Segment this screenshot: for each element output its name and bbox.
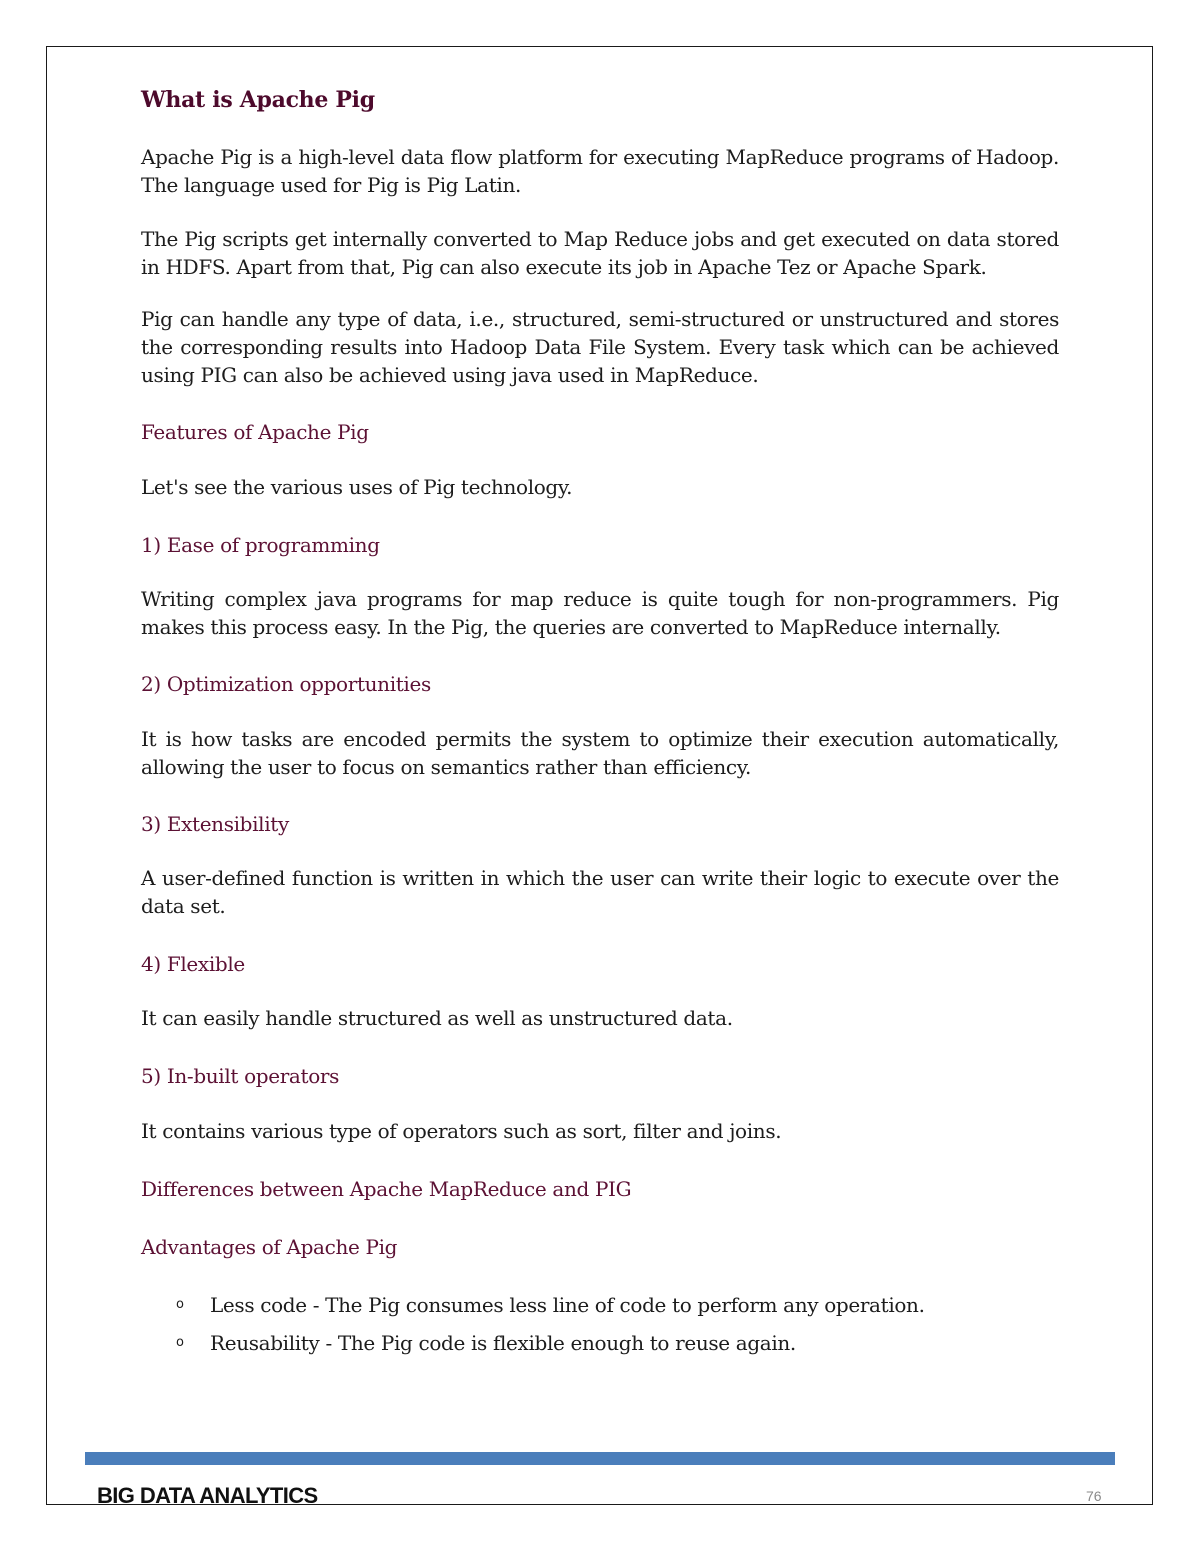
- feature-heading-flexible: 4) Flexible: [141, 952, 245, 976]
- bullet-icon: o: [176, 1297, 184, 1312]
- footer-accent-bar: [85, 1452, 1115, 1465]
- intro-paragraph-1: Apache Pig is a high-level data flow platform for executing MapReduce programs of Hadoop. The language used for Pig is Pig Latin.: [141, 145, 1059, 197]
- feature-text-optimization: It is how tasks are encoded permits the system to optimize their execution automatically, allowing the user to focus on semantics rather than efficiency.: [141, 727, 1059, 779]
- footer-title: BIG DATA ANALYTICS: [97, 1483, 318, 1508]
- feature-heading-extensibility: 3) Extensibility: [141, 812, 289, 836]
- feature-text-operators: It contains various type of operators such as sort, filter and joins.: [141, 1119, 782, 1143]
- feature-text-extensibility: A user-defined function is written in which the user can write their logic to execute over the data set.: [141, 866, 1059, 918]
- bullet-icon: o: [176, 1335, 184, 1350]
- feature-text-ease: Writing complex java programs for map reduce is quite tough for non-programmers. Pig makes this process easy. In the Pig, the queries are converted to MapReduce internally.: [141, 587, 1059, 639]
- document-title: What is Apache Pig: [141, 87, 375, 113]
- features-intro: Let's see the various uses of Pig technology.: [141, 475, 573, 499]
- features-heading: Features of Apache Pig: [141, 420, 369, 444]
- intro-paragraph-2: The Pig scripts get internally converted to Map Reduce jobs and get executed on data stored in HDFS. Apart from that, Pig can also execute its job in Apache Tez or Apache Spark.: [141, 227, 1059, 279]
- page-number: 76: [1086, 1488, 1102, 1504]
- feature-text-flexible: It can easily handle structured as well as unstructured data.: [141, 1006, 733, 1030]
- feature-heading-operators: 5) In-built operators: [141, 1064, 340, 1088]
- advantage-item-reusability: Reusability - The Pig code is flexible enough to reuse again.: [210, 1331, 796, 1355]
- differences-heading: Differences between Apache MapReduce and PIG: [141, 1177, 632, 1201]
- advantages-heading: Advantages of Apache Pig: [141, 1235, 398, 1259]
- feature-heading-ease: 1) Ease of programming: [141, 533, 380, 557]
- intro-paragraph-3: Pig can handle any type of data, i.e., structured, semi-structured or unstructured and stores the corresponding results into Hadoop Data File System. Every task which can be achieved using PIG can also be achieved using java used in MapReduce.: [141, 307, 1059, 387]
- feature-heading-optimization: 2) Optimization opportunities: [141, 672, 431, 696]
- advantage-item-less-code: Less code - The Pig consumes less line of code to perform any operation.: [210, 1293, 925, 1317]
